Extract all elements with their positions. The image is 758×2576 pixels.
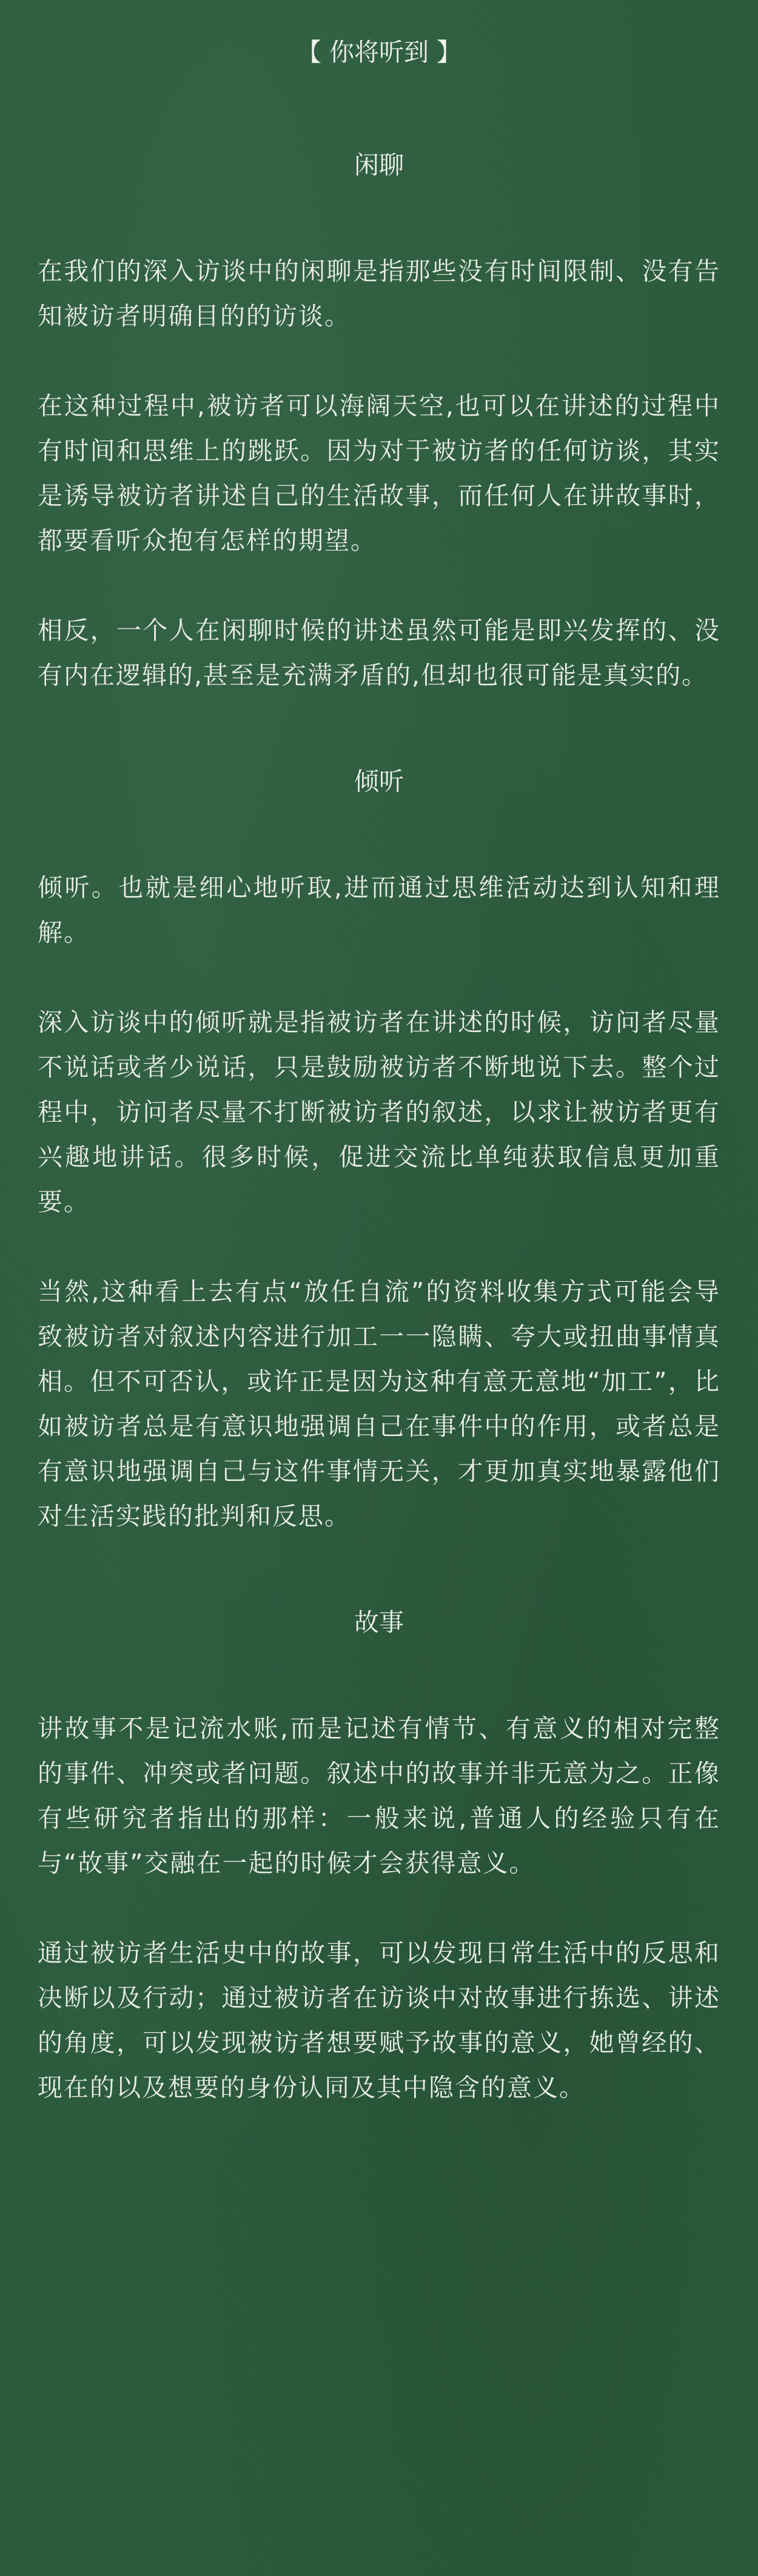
paragraph-listen-1: 倾听。也就是细心地听取,进而通过思维活动达到认知和理解。 [38, 873, 720, 947]
paragraph-listen-3: 当然,这种看上去有点“放任自流”的资料收集方式可能会导致被访者对叙述内容进行加工一一隐瞒、夸大或扭曲事情真相。但不可否认，或许正是因为这种有意无意地“加工”，比如被访者总是有意识地强调自己在事件中的作用，或者总是有意识地强调自己与这件事情无关，才更加真实地暴露他们对生活实践的批判和反思。 [38, 1277, 720, 1531]
paragraph-chat-1: 在我们的深入访谈中的闲聊是指那些没有时间限制、没有告知被访者明确目的的访谈。 [38, 257, 720, 331]
paragraph-chat-2: 在这种过程中,被访者可以海阔天空,也可以在讲述的过程中有时间和思维上的跳跃。因为对于被访者的任何访谈，其实是诱导被访者讲述自己的生活故事，而任何人在讲故事时，都要看听众抱有怎样的期望。 [38, 391, 720, 555]
paragraph-chat-3: 相反，一个人在闲聊时候的讲述虽然可能是即兴发挥的、没有内在逻辑的,甚至是充满矛盾的,但却也很可能是真实的。 [38, 616, 720, 690]
paragraph-listen-2: 深入访谈中的倾听就是指被访者在讲述的时候，访问者尽量不说话或者少说话，只是鼓励被访者不断地说下去。整个过程中，访问者尽量不打断被访者的叙述，以求让被访者更有兴趣地讲话。很多时候，促进交流比单纯获取信息更加重要。 [38, 1008, 720, 1216]
paragraph-story-1: 讲故事不是记流水账,而是记述有情节、有意义的相对完整的事件、冲突或者问题。叙述中的故事并非无意为之。正像有些研究者指出的那样：一般来说,普通人的经验只有在与“故事”交融在一起的时候才会获得意义。 [38, 1714, 720, 1878]
section-title-story: 故事 [354, 1608, 404, 1637]
page-title: 【 你将听到 】 [296, 38, 462, 67]
section-title-listen: 倾听 [354, 767, 404, 796]
paragraph-story-2: 通过被访者生活史中的故事，可以发现日常生活中的反思和决断以及行动；通过被访者在访谈中对故事进行拣选、讲述的角度，可以发现被访者想要赋予故事的意义，她曾经的、现在的以及想要的身份认同及其中隐含的意义。 [38, 1938, 720, 2102]
section-title-chat: 闲聊 [354, 150, 404, 180]
